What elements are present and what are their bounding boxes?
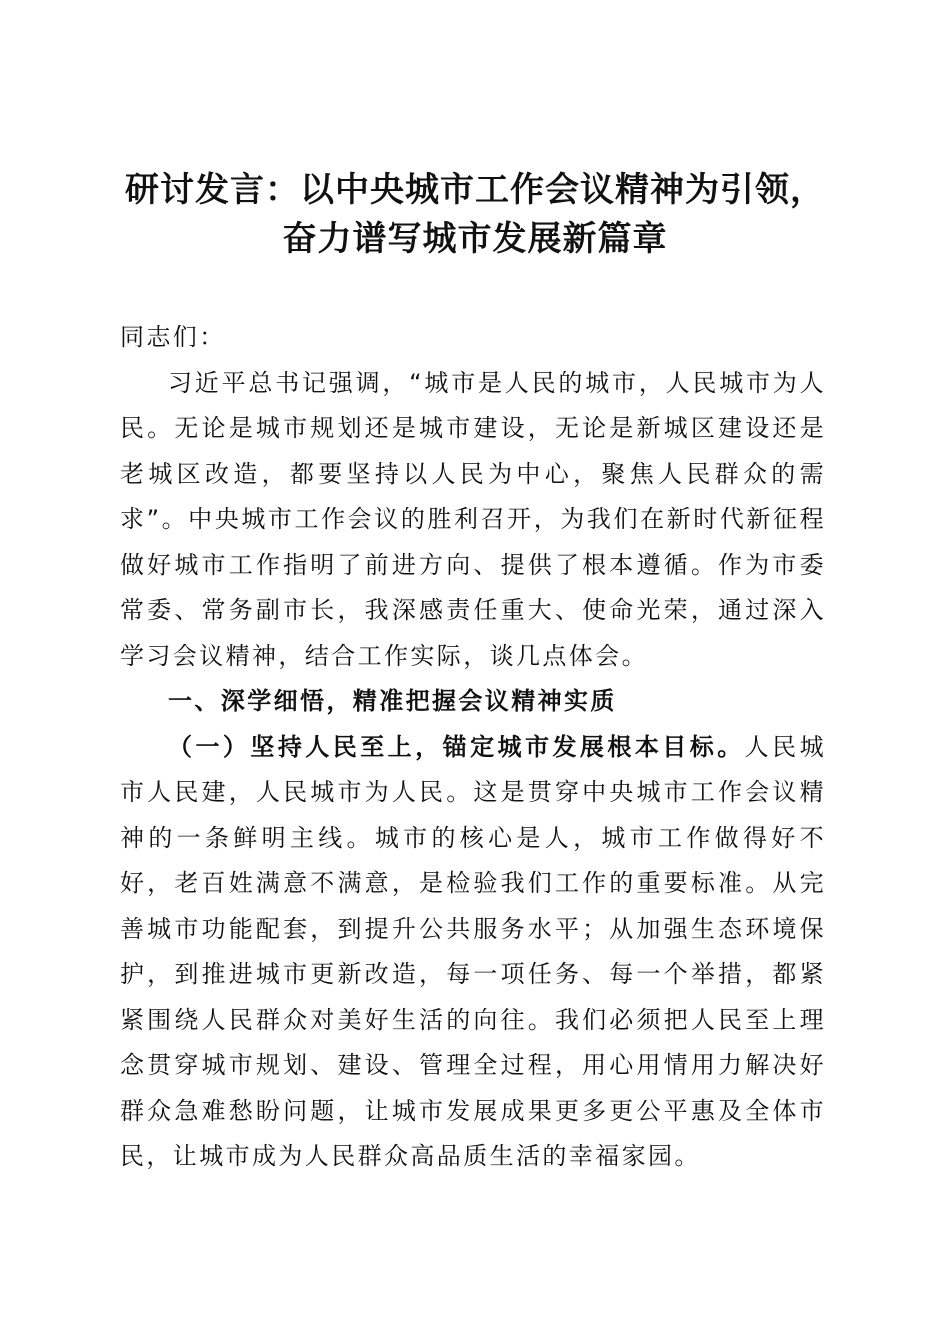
subsection-paragraph-1 [120, 725, 826, 1180]
document-title-line-1: 研讨发言：以中央城市工作会议精神为引领， [125, 170, 825, 210]
intro-paragraph: 习近平总书记强调，“城市是人民的城市，人民城市为人民。无论是城市规划还是城市建设，无论是新城区建设还是老城区改造，都要坚持以人民为中心，聚焦人民群众的需求”。中央城市工作会议的胜利召开，为我们在新时代新征程做好城市工作指明了前进方向、提供了根本遵循。作为市委常委、常务副市长，我深感责任重大、使命光荣，通过深入学习会议精神，结合工作实际，谈几点体会。 [120, 368, 826, 670]
document-title-line-2: 奋力谱写城市发展新篇章 [282, 219, 668, 259]
subsection-body-1: 人民城市人民建，人民城市为人民。这是贯穿中央城市工作会议精神的一条鲜明主线。城市的核心是人，城市工作做得好不好，老百姓满意不满意，是检验我们工作的重要标准。从完善城市功能配套，到提升公共服务水平；从加强生态环境保护，到推进城市更新改造，每一项任务、每一个举措，都紧紧围绕人民群众对美好生活的向往。我们必须把人民至上理念贯穿城市规划、建设、管理全过程，用心用情用力解决好群众急难愁盼问题，让城市发展成果更多更公平惠及全体市民，让城市成为人民群众高品质生活的幸福家园。 [120, 732, 826, 1170]
document-body [120, 315, 826, 1180]
salutation: 同志们： [120, 323, 226, 351]
section-heading-1: 一、深学细悟，精准把握会议精神实质 [168, 687, 617, 715]
subsection-lead-1: （一）坚持人民至上，锚定城市发展根本目标。 [168, 732, 745, 761]
